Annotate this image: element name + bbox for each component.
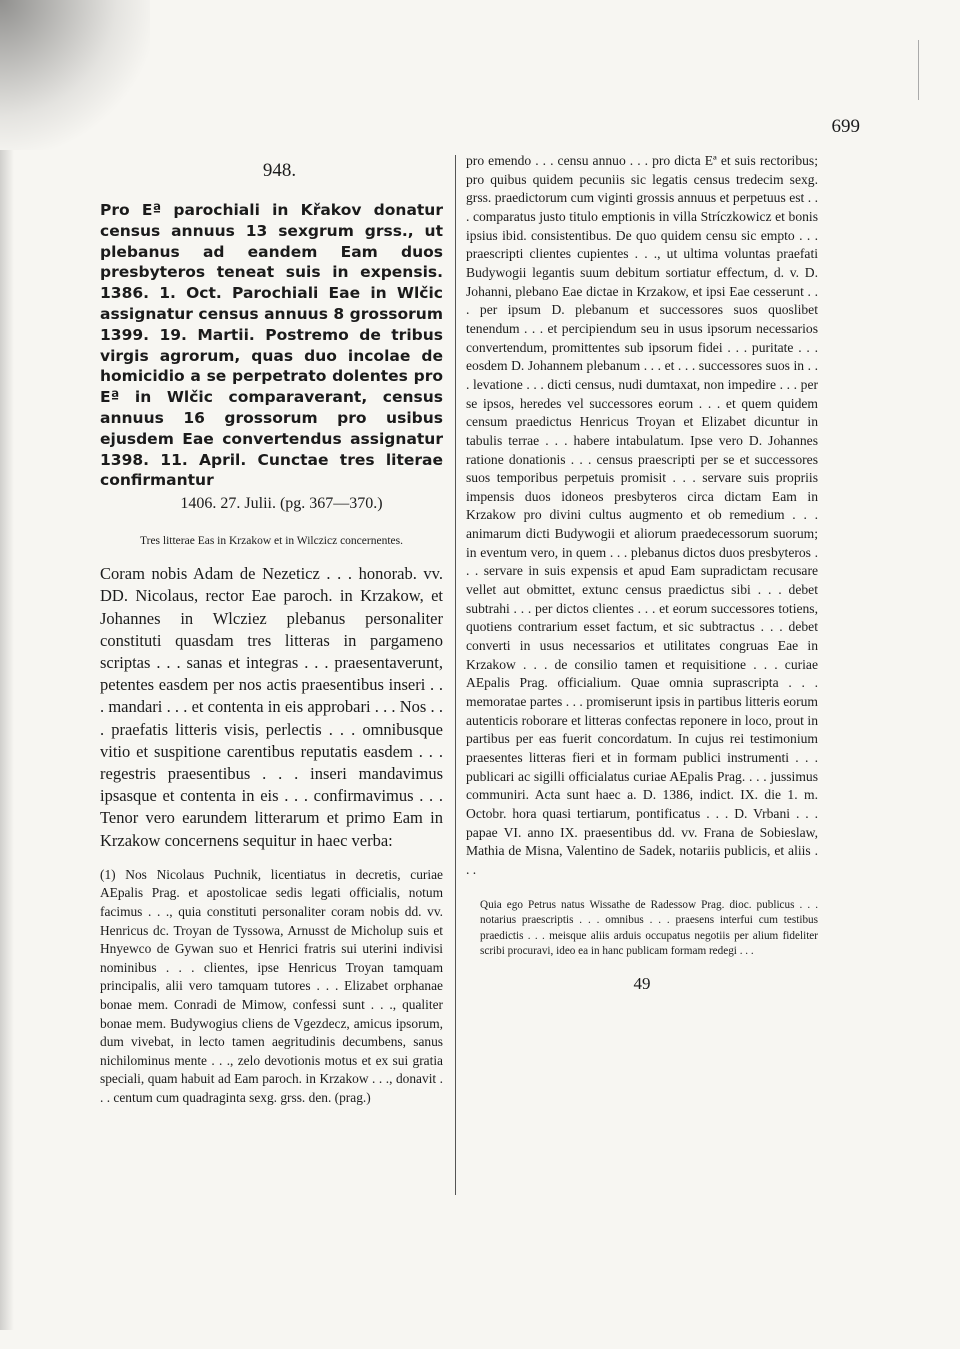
scan-edge-shadow xyxy=(0,150,14,1330)
document-date-reference: 1406. 27. Julii. (pg. 367—370.) xyxy=(180,495,383,513)
document-heading: Tres litterae Eas in Krzakow et in Wilczicz concernentes. xyxy=(140,535,403,548)
left-column xyxy=(100,150,443,1108)
letter-text-left: (1) Nos Nicolaus Puchnik, licentiatus in decretis, curiae AEpalis Prag. et apostolicae sedis legati officialis, notum facimus . . ., quia constituti personaliter coram nobis dd. vv. Henricus dc. Troyan de Tyssowa, Arnusst de Micholup suis et Hnyewco de Gywan suo et Henrici fratris sui uterini indivisi nominibus . . . clientes, ipse Henricus Troyan tamquam principalis, alii vero tamquam tutores . . . Elizabet orphanae bonae mem. Conradi de Mimow, confessi sunt . . ., qualiter bonae mem. Budywogius cliens de Vgezdecz, amicus ipsorum, dum vivebat, in lecto tamen aegritudinis decumbens, sanus nichilominus mente . . ., zelo devotionis motus et ex sui gratia speciali, quam habuit ad Eam paroch. in Krzakow . . ., donavit . . . centum cum quadraginta sexg. grss. den. (prag.) xyxy=(100,866,443,1105)
page-number: 699 xyxy=(831,116,860,137)
document-introduction: Coram nobis Adam de Nezeticz . . . honorab. vv. DD. Nicolaus, rector Eae paroch. in Krzakow, et Johannes in Wlcziez plebanus personaliter constituti quasdam tres litteras in pargameno scriptas . . . sanas et integras . . . praesentaverunt, petentes easdem per nos actis praesentibus inseri . . . mandari . . . et contenta in eis approbari . . . Nos . . . praefatis litteris visis, perlectis . . . omnibusque vitio et suspitione carentibus reputatis easdem . . . regestris praesentibus . . . inseri mandavimus ipsasque et contenta in eis . . . confirmavimus . . . Tenor vero earundem litterarum et primo Eam in Krzakow concernens sequitur in haec verba: xyxy=(100,564,443,850)
column-divider xyxy=(455,155,456,1195)
scan-corner-shadow xyxy=(0,0,150,150)
signature-mark: 49 xyxy=(633,973,651,993)
document-regest: Pro Eª parochiali in Křakov donatur census annuus 13 sexgrum grss., ut plebanus ad eandem Eam duos presbyteros teneat suis in expensis. 1386. 1. Oct. Parochiali Eae in Wlčic assignatur census annuus 8 grossorum 1399. 19. Martii. Postremo de tribus virgis agrorum, quas duo incolae de homicidio a se perpetrato dolentes pro Eª in Wlčic comparaverant, census annuus 16 grossorum pro usibus ejusdem Eae convertendus assignatur 1398. 11. April. Cunctae tres literae confirmantur xyxy=(100,201,443,490)
notary-attestation: Quia ego Petrus natus Wissathe de Radessow Prag. dioc. publicus . . . notarius praescriptis . . . omnibus . . . praesens interfui cum testibus praedictis . . . meisque aliis arduis occupatus negotiis per alium fideliter scribi procuravi, ideo ea in hanc publicam formam redegi . . . xyxy=(480,898,818,958)
letter-text-right: pro emendo . . . censu annuo . . . pro dicta Eª et suis rectoribus; pro quibus quidem pecuniis sic legatis census tredecim sexg. grss. praedictorum cum viginti grossis annuus et perpetuus est . . . comparatus justo titulo emptionis in villa Stríczkowicz et bonis ipsius ibid. consistentibus. De quo quidem censu sic empto . . . praescripti clientes cupientes . . ., ut ultima voluntas praefati Budywogii legantis suum debitum sortiatur effectum, d. v. D. Johanni, plebano Eae dictae in Krzakow, et ipsi Eae cesserunt . . . per ipsum D. plebanum et successores suos quoslibet tenendum . . . et percipiendum seu in usus ipsorum necessarios convertendum, promittentes sub ipsorum fidei . . . puritate . . . eosdem D. Johannem plebanum . . . et . . . successores suos in . . . levatione . . . dicti census, nudi dumtaxat, non impedire . . . per se ipsos, heredes vel successores eorum . . . et quem quidem censum praedictus Henricus Troyan et Elizabet dicuntur in tabulis terrae . . . habere intabulatum. Ipse vero D. Johannes ratione donationis . . . census praescripti per se et successores suos temporibus perpetuis promisit . . . servare suis propriis impensis duos idoneos presbyteros circa dictam Eam in Krzakow pro divini cultus augmento et ob remedium . . . animarum dicti Budywogii et aliorum praedecessorum suorum; in eventum vero, in quem . . . plebanus dictos duos presbyteros . . . servare in suis expensis et apud Eam supradictam recusare vellet aut obmittet, extunc census praedictus sibi . . . debet subtrahi . . . per dictos clientes . . . et eorum successores totiens, quotiens contrarium esset factum, et sic subtractus . . . debet converti in usus necessarios et utilitates congruas Eae in Krzakow . . . de consilio tamen et requisitione . . . curiae AEpalis Prag. officialium. Quae omnia suprascripta . . . memoratae partes . . . promiserunt ipsis in partibus litteris eorum autenticis roborare et litteras confectas reponere in loco, prout in partibus per eas fuerit concordatum. In cujus rei testimonium praesentes litteras fieri et in formam publici instrumenti . . . publicari ac sigilli officialatus curiae AEpalis Prag. . . . jussimus communiri. Acta sunt haec a. D. 1386, indict. IX. die 1. m. Octobr. hora quasi tertiarum, pontificatus . . . D. Vrbani . . . papae VI. anno IX. praesentibus dd. vv. Frana de Sobieslaw, Mathia de Misna, Valentino de Sadek, notariis publicis, et aliis . . . xyxy=(466,153,818,877)
scan-margin-mark xyxy=(918,40,919,100)
document-number: 948. xyxy=(262,160,297,181)
right-column xyxy=(466,152,818,994)
